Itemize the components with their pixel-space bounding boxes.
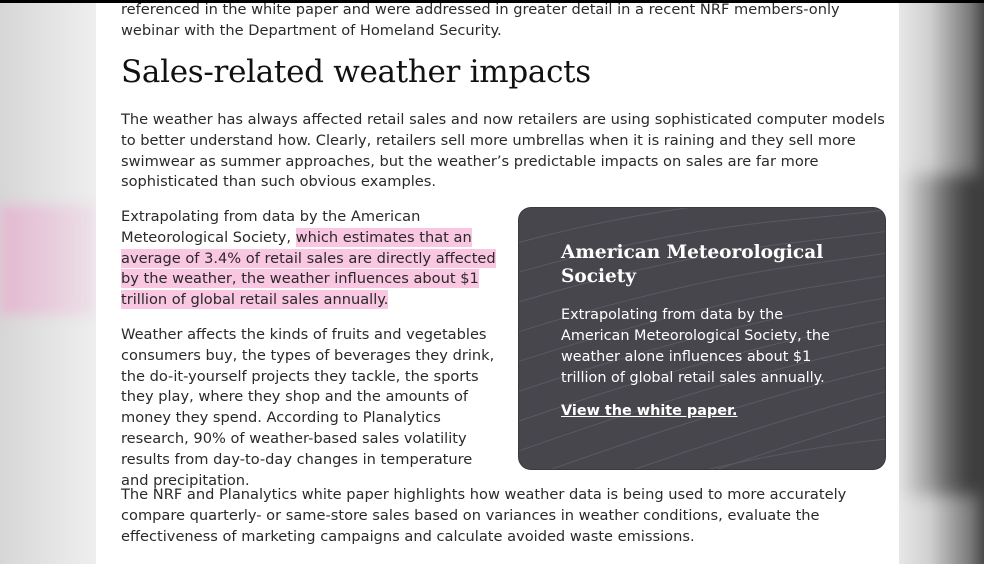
paragraph-ams: Extrapolating from data by the American Meteorological Society, which estimates that an average of 3.4% of retail sales are directly affected by the weather, the weather influences about $1 trillion of global retail sales annually. [121, 208, 496, 309]
blurred-edge-left [0, 205, 96, 315]
intro-paragraph: referenced in the white paper and were addressed in greater detail in a recent NRF members-only webinar with the Department of Homeland Security. [121, 3, 840, 39]
callout-card [519, 208, 885, 469]
section-heading: Sales-related weather impacts [121, 54, 591, 90]
callout-content [561, 241, 851, 419]
highlighted-text: which estimates that an average of 3.4% of retail sales are directly affected by the weather, the weather influences about $1 trillion of global retail sales annually. [121, 228, 496, 309]
callout-title: American Meteorological Society [561, 242, 824, 287]
paragraph-weather-models: The weather has always affected retail sales and now retailers are using sophisticated computer models to better understand how. Clearly, retailers sell more umbrellas when it is raining and they sell more swimwear as summer approaches, but the weather’s predictable impacts on sales are far more sophisticated than such obvious examples. [121, 111, 885, 191]
white-paper-link[interactable]: View the white paper. [561, 403, 738, 419]
paragraph-weather-effects: Weather affects the kinds of fruits and vegetables consumers buy, the types of beverages they drink, the do-it-yourself projects they tackle, the sports they play, where they shop and the amounts of money they spend. According to Planalytics research, 90% of weather-based sales volatility results from day-to-day changes in temperature and precipitation. [121, 325, 495, 489]
callout-body: Extrapolating from data by the American Meteorological Society, the weather alone influences about $1 trillion of global retail sales annually. [561, 307, 830, 386]
blurred-edge-right [900, 175, 984, 495]
article-page [96, 3, 899, 564]
left-column [121, 207, 501, 491]
paragraph-white-paper: The NRF and Planalytics white paper highlights how weather data is being used to more accurately compare quarterly- or same-store sales based on variances in weather conditions, evaluate the effectiveness of marketing campaigns and calculate avoided waste emissions. [121, 486, 847, 545]
